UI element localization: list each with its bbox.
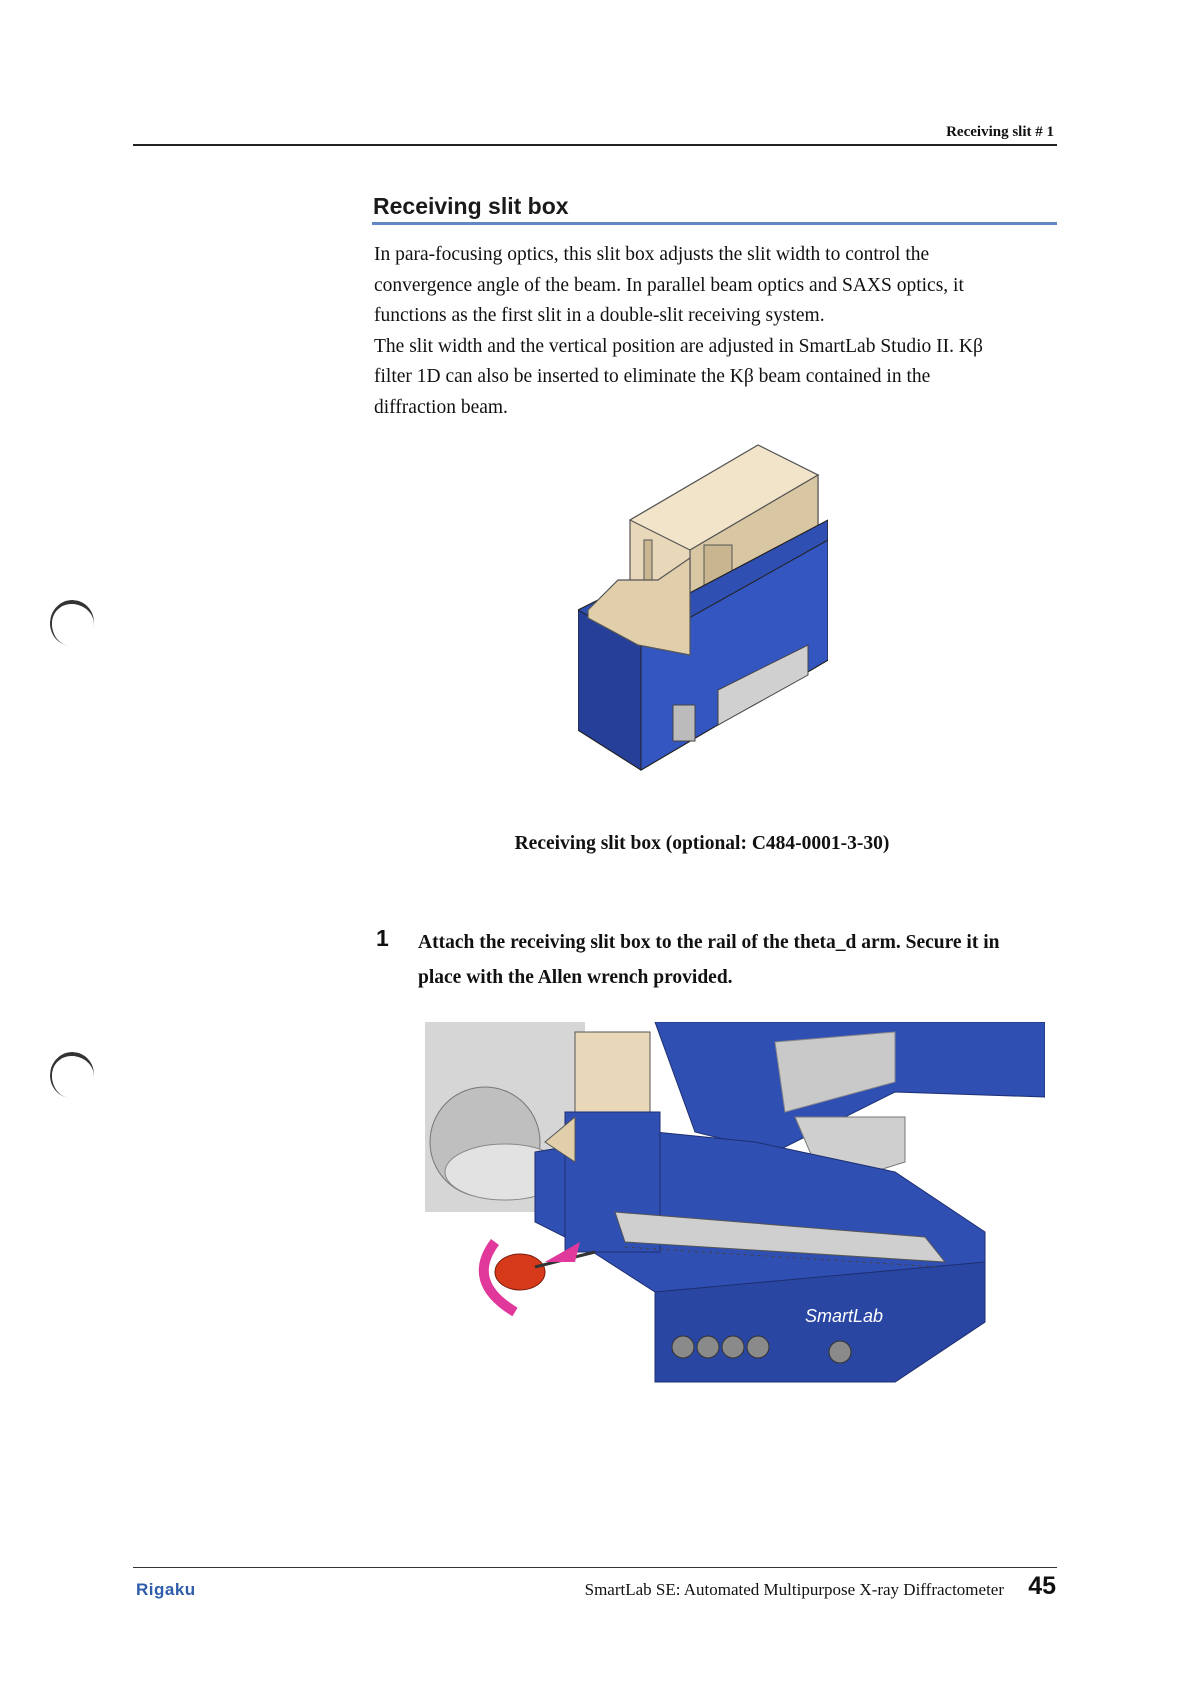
- header-divider: [133, 144, 1057, 146]
- page-number: 45: [1028, 1572, 1056, 1600]
- intro-line: The slit width and the vertical position are adjusted in SmartLab Studio II. Kβ: [374, 335, 983, 357]
- section-title-underline: [372, 222, 1057, 225]
- intro-line: diffraction beam.: [374, 396, 508, 418]
- figure-caption: Receiving slit box (optional: C484-0001-3-30): [514, 833, 890, 854]
- rigaku-logo: Rigaku: [136, 1580, 196, 1599]
- step-line: place with the Allen wrench provided.: [418, 967, 733, 988]
- intro-line: filter 1D can also be inserted to eliminate the Kβ beam contained in the: [374, 366, 931, 387]
- step-number: 1: [376, 925, 389, 951]
- intro-line: In para-focusing optics, this slit box adjusts the slit width to control the: [374, 244, 930, 265]
- intro-paragraph: [374, 240, 1064, 423]
- installation-illustration: [425, 1022, 1045, 1394]
- section-title: Receiving slit box: [373, 193, 569, 219]
- footer-title: SmartLab SE: Automated Multipurpose X-ray Diffractometer: [584, 1580, 1004, 1599]
- punch-hole: [47, 597, 97, 649]
- receiving-slit-box-illustration: [578, 440, 828, 820]
- intro-line: convergence angle of the beam. In parallel beam optics and SAXS optics, it: [374, 274, 964, 296]
- running-header: Receiving slit # 1: [946, 124, 1054, 140]
- punch-hole: [47, 1049, 97, 1101]
- step-instruction: [418, 925, 1058, 995]
- intro-line: functions as the first slit in a double-slit receiving system.: [374, 305, 825, 326]
- brand-label: SmartLab: [805, 1306, 884, 1326]
- footer-divider: [133, 1567, 1057, 1568]
- step-line: Attach the receiving slit box to the rail of the theta_d arm. Secure it in: [418, 932, 1000, 953]
